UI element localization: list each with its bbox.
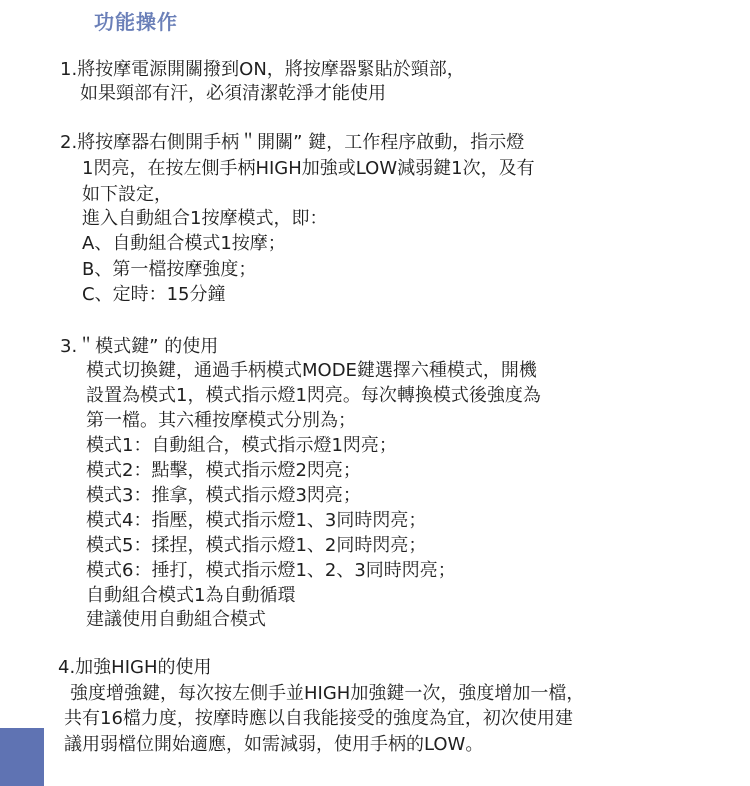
section-4-line: 4.加強HIGH的使用 (58, 657, 212, 678)
side-accent-bar (0, 728, 44, 786)
section-2-line: C、定時：15分鐘 (82, 284, 226, 305)
page-title: 功能操作 (94, 10, 178, 34)
section-3-line: 自動組合模式1為自動循環 (86, 585, 296, 606)
section-3-line: 模式6：捶打，模式指示燈1、2、3同時閃亮； (86, 560, 456, 581)
section-3-line: 第一檔。其六種按摩模式分別為； (86, 410, 356, 431)
section-3-line: 模式4：指壓，模式指示燈1、3同時閃亮； (86, 510, 427, 531)
section-2-line: B、第一檔按摩強度； (82, 259, 257, 280)
section-4-line: 議用弱檔位開始適應，如需減弱，使用手柄的LOW。 (64, 734, 484, 755)
section-3-line: 模式2：點擊，模式指示燈2閃亮； (86, 460, 361, 481)
section-4-line: 共有16檔力度，按摩時應以自我能接受的強度為宜，初次使用建 (64, 708, 573, 729)
section-1-line: 如果頸部有汗，必須清潔乾淨才能使用 (80, 83, 386, 104)
section-3-line: 模式5：揉捏，模式指示燈1、2同時閃亮； (86, 535, 427, 556)
section-3-line: 模式3：推拿，模式指示燈3閃亮； (86, 485, 361, 506)
section-3-line: 模式切換鍵，通過手柄模式MODE鍵選擇六種模式，開機 (86, 360, 537, 381)
section-2-line: 1閃亮，在按左側手柄HIGH加強或LOW減弱鍵1次，及有 (82, 158, 535, 179)
section-3-line: 設置為模式1，模式指示燈1閃亮。每次轉換模式後強度為 (86, 385, 541, 406)
section-2-line: 2.將按摩器右側開手柄＂開關” 鍵，工作程序啟動，指示燈 (60, 132, 525, 153)
section-2-line: 進入自動組合1按摩模式，即： (82, 208, 328, 229)
section-4-line: 強度增強鍵，每次按左側手並HIGH加強鍵一次，強度增加一檔， (70, 683, 585, 704)
section-2-line: A、自動組合模式1按摩； (82, 233, 286, 254)
section-2-line: 如下設定， (82, 184, 172, 205)
section-3-line: 3.＂模式鍵” 的使用 (60, 336, 219, 357)
section-3-line: 模式1：自動組合，模式指示燈1閃亮； (86, 435, 397, 456)
section-3-line: 建議使用自動組合模式 (86, 609, 266, 630)
section-1-line: 1.將按摩電源開關撥到ON，將按摩器緊貼於頸部， (60, 59, 465, 80)
